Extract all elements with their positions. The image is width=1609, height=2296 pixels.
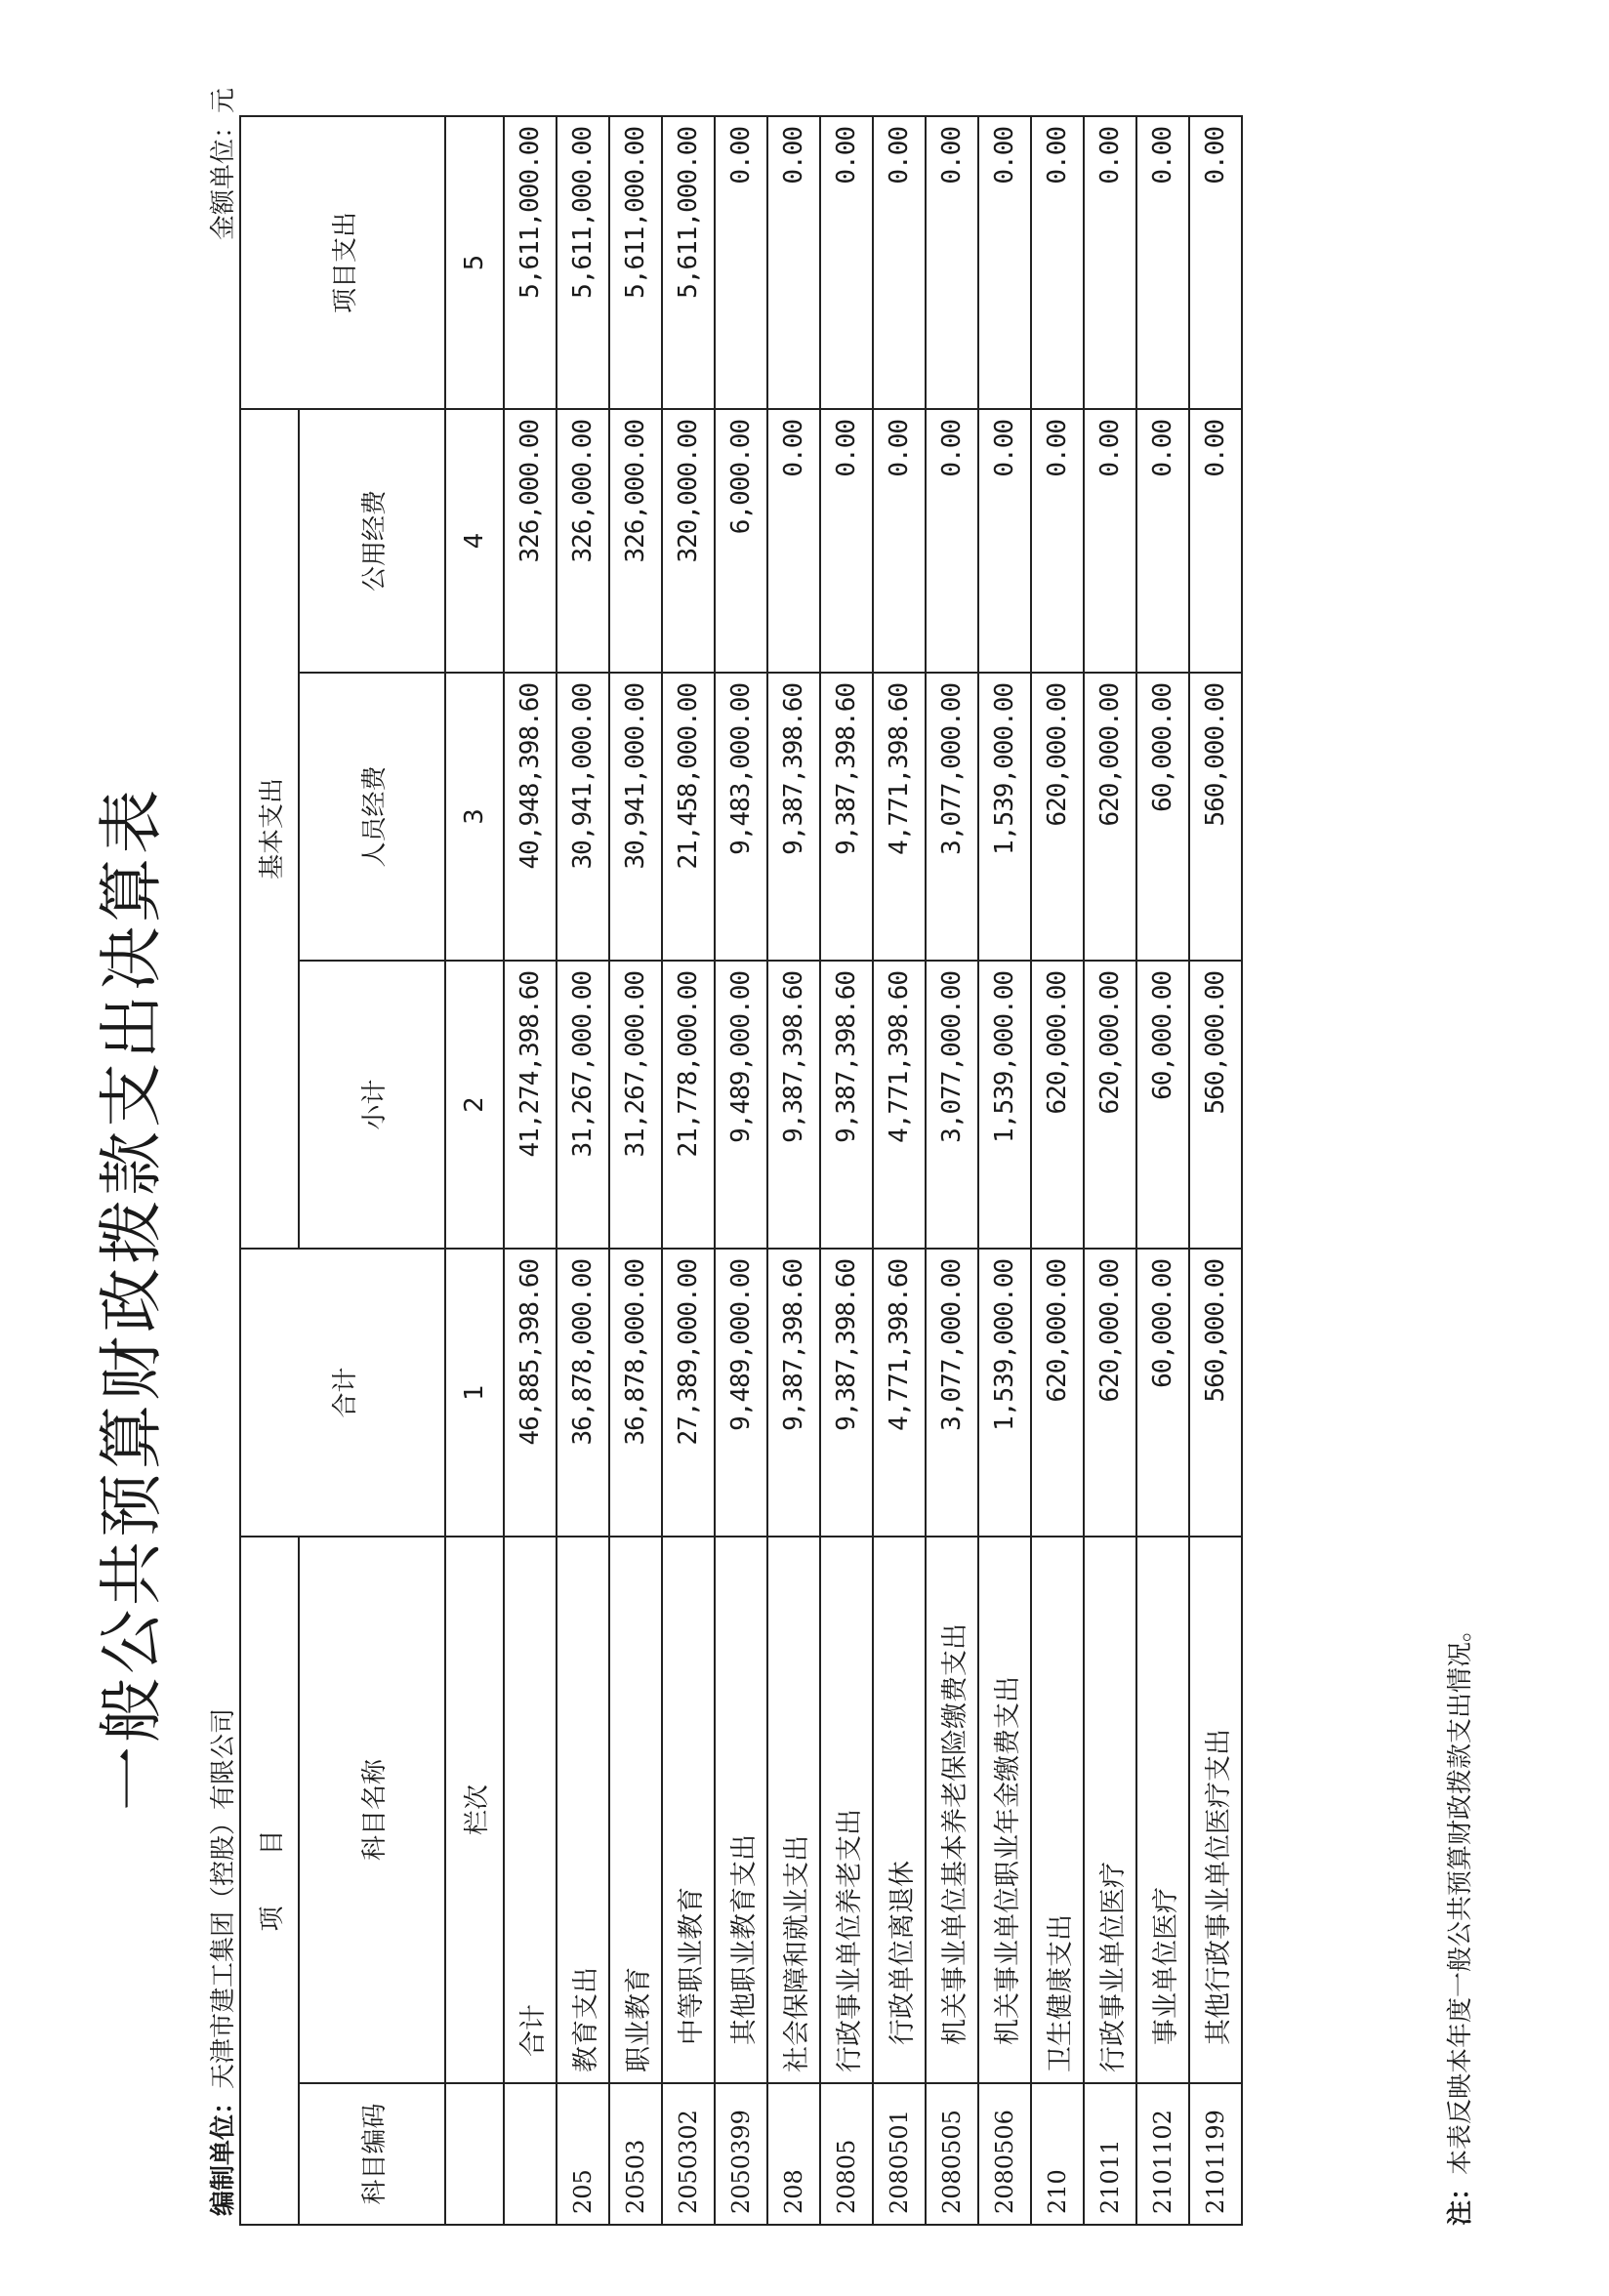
amount-subtotal: 31,267,000.00 [557,961,609,1249]
subject-name: 教育支出 [557,1537,609,2083]
amount-sum: 620,000.00 [1084,1249,1136,1537]
subject-code: 208 [767,2083,820,2225]
column-number: 2 [445,961,504,1249]
amount-subtotal: 9,387,398.60 [820,961,873,1249]
amount-subtotal: 9,387,398.60 [767,961,820,1249]
amount-project: 5,611,000.00 [557,116,609,409]
amount-subtotal: 4,771,398.60 [873,961,926,1249]
total-label: 合计 [504,1537,557,2083]
header-code: 科目编码 [299,2083,445,2225]
subject-name: 行政事业单位医疗 [1084,1537,1136,2083]
subject-code: 2101102 [1136,2083,1189,2225]
amount-project: 0.00 [820,116,873,409]
amount-project: 0.00 [1189,116,1242,409]
amount-public: 326,000.00 [609,409,662,673]
subject-name: 职业教育 [609,1537,662,2083]
amount-public: 0.00 [820,409,873,673]
table-row [609,116,662,2225]
amount-public: 0.00 [767,409,820,673]
subject-code: 2050399 [715,2083,767,2225]
header-item: 项 目 [240,1537,299,2225]
total-personnel: 40,948,398.60 [504,673,557,961]
table-row [767,116,820,2225]
amount-sum: 36,878,000.00 [557,1249,609,1537]
subject-code: 21011 [1084,2083,1136,2225]
table-row [557,116,609,2225]
compiler-name: 天津市建工集团（控股）有限公司 [209,1707,238,2089]
subject-code: 20805 [820,2083,873,2225]
subject-code: 20503 [609,2083,662,2225]
table-body [557,116,1242,2225]
subject-code: 2080505 [926,2083,978,2225]
column-number: 1 [445,1249,504,1537]
amount-project: 5,611,000.00 [609,116,662,409]
amount-sum: 60,000.00 [1136,1249,1189,1537]
amount-sum: 27,389,000.00 [662,1249,715,1537]
subject-name: 其他行政事业单位医疗支出 [1189,1537,1242,2083]
amount-subtotal: 560,000.00 [1189,961,1242,1249]
table-row [1084,116,1136,2225]
amount-sum: 36,878,000.00 [609,1249,662,1537]
amount-subtotal: 9,489,000.00 [715,961,767,1249]
column-number: 3 [445,673,504,961]
header-basic: 基本支出 [240,409,299,1249]
amount-public: 0.00 [1084,409,1136,673]
header-subtotal: 小计 [299,961,445,1249]
compiler-label: 编制单位： [209,2088,238,2216]
amount-project: 0.00 [767,116,820,409]
table-row [1136,116,1189,2225]
header-total: 合计 [240,1249,445,1537]
total-row [504,116,557,2225]
amount-sum: 1,539,000.00 [978,1249,1031,1537]
amount-sum: 4,771,398.60 [873,1249,926,1537]
subject-code: 210 [1031,2083,1084,2225]
amount-project: 0.00 [873,116,926,409]
amount-project: 0.00 [715,116,767,409]
total-subtotal: 41,274,398.60 [504,961,557,1249]
table-row [662,116,715,2225]
money-unit: 金额单位：元 [209,88,238,241]
footnote [1440,1617,1476,2226]
header-personnel: 人员经费 [299,673,445,961]
amount-sum: 3,077,000.00 [926,1249,978,1537]
amount-public: 6,000.00 [715,409,767,673]
amount-sum: 9,387,398.60 [820,1249,873,1537]
amount-project: 0.00 [1136,116,1189,409]
column-index-label: 栏次 [445,1537,504,2083]
amount-project: 0.00 [1084,116,1136,409]
column-index-cell [445,2083,504,2225]
amount-personnel: 21,458,000.00 [662,673,715,961]
amount-public: 326,000.00 [557,409,609,673]
amount-personnel: 1,539,000.00 [978,673,1031,961]
amount-public: 320,000.00 [662,409,715,673]
amount-sum: 9,387,398.60 [767,1249,820,1537]
amount-project: 0.00 [926,116,978,409]
amount-public: 0.00 [873,409,926,673]
subject-name: 机关事业单位基本养老保险缴费支出 [926,1537,978,2083]
amount-public: 0.00 [1189,409,1242,673]
expenditure-table [239,115,1243,2226]
amount-sum: 9,489,000.00 [715,1249,767,1537]
compiler-unit [203,1708,239,2216]
amount-personnel: 9,483,000.00 [715,673,767,961]
amount-subtotal: 620,000.00 [1031,961,1084,1249]
amount-subtotal: 60,000.00 [1136,961,1189,1249]
amount-personnel: 9,387,398.60 [767,673,820,961]
total-sum: 46,885,398.60 [504,1249,557,1537]
amount-personnel: 30,941,000.00 [609,673,662,961]
amount-personnel: 3,077,000.00 [926,673,978,961]
subject-name: 行政单位离退休 [873,1537,926,2083]
amount-subtotal: 1,539,000.00 [978,961,1031,1249]
amount-project: 5,611,000.00 [662,116,715,409]
amount-subtotal: 21,778,000.00 [662,961,715,1249]
amount-project: 0.00 [1031,116,1084,409]
subject-code: 2050302 [662,2083,715,2225]
table-row [873,116,926,2225]
subject-code: 2101199 [1189,2083,1242,2225]
header-project: 项目支出 [240,116,445,409]
subject-code: 2080501 [873,2083,926,2225]
column-number: 4 [445,409,504,673]
amount-public: 0.00 [926,409,978,673]
amount-subtotal: 3,077,000.00 [926,961,978,1249]
amount-subtotal: 620,000.00 [1084,961,1136,1249]
subject-name: 社会保障和就业支出 [767,1537,820,2083]
note-text: 本表反映本年度一般公共预算财政拨款支出情况。 [1446,1616,1475,2175]
amount-personnel: 9,387,398.60 [820,673,873,961]
header-public: 公用经费 [299,409,445,673]
amount-sum: 560,000.00 [1189,1249,1242,1537]
amount-public: 0.00 [1136,409,1189,673]
amount-personnel: 620,000.00 [1084,673,1136,961]
document-page [78,59,1582,2226]
amount-personnel: 620,000.00 [1031,673,1084,961]
amount-sum: 620,000.00 [1031,1249,1084,1537]
page-title: 一般公共预算财政拨款支出决算表 [94,786,169,1811]
subject-name: 中等职业教育 [662,1537,715,2083]
table-row [926,116,978,2225]
total-code-cell [504,2083,557,2225]
amount-subtotal: 31,267,000.00 [609,961,662,1249]
amount-personnel: 4,771,398.60 [873,673,926,961]
total-public: 326,000.00 [504,409,557,673]
column-number: 5 [445,116,504,409]
amount-personnel: 30,941,000.00 [557,673,609,961]
total-project: 5,611,000.00 [504,116,557,409]
table-row [820,116,873,2225]
amount-personnel: 560,000.00 [1189,673,1242,961]
table-row [1189,116,1242,2225]
table-row [1031,116,1084,2225]
subject-code: 2080506 [978,2083,1031,2225]
subject-name: 事业单位医疗 [1136,1537,1189,2083]
amount-personnel: 60,000.00 [1136,673,1189,961]
subject-name: 行政事业单位养老支出 [820,1537,873,2083]
subject-code: 205 [557,2083,609,2225]
subject-name: 其他职业教育支出 [715,1537,767,2083]
amount-public: 0.00 [978,409,1031,673]
note-label: 注： [1446,2174,1475,2226]
table-row [715,116,767,2225]
amount-project: 0.00 [978,116,1031,409]
subject-name: 卫生健康支出 [1031,1537,1084,2083]
amount-public: 0.00 [1031,409,1084,673]
table-row [978,116,1031,2225]
header-name: 科目名称 [299,1537,445,2083]
subject-name: 机关事业单位职业年金缴费支出 [978,1537,1031,2083]
